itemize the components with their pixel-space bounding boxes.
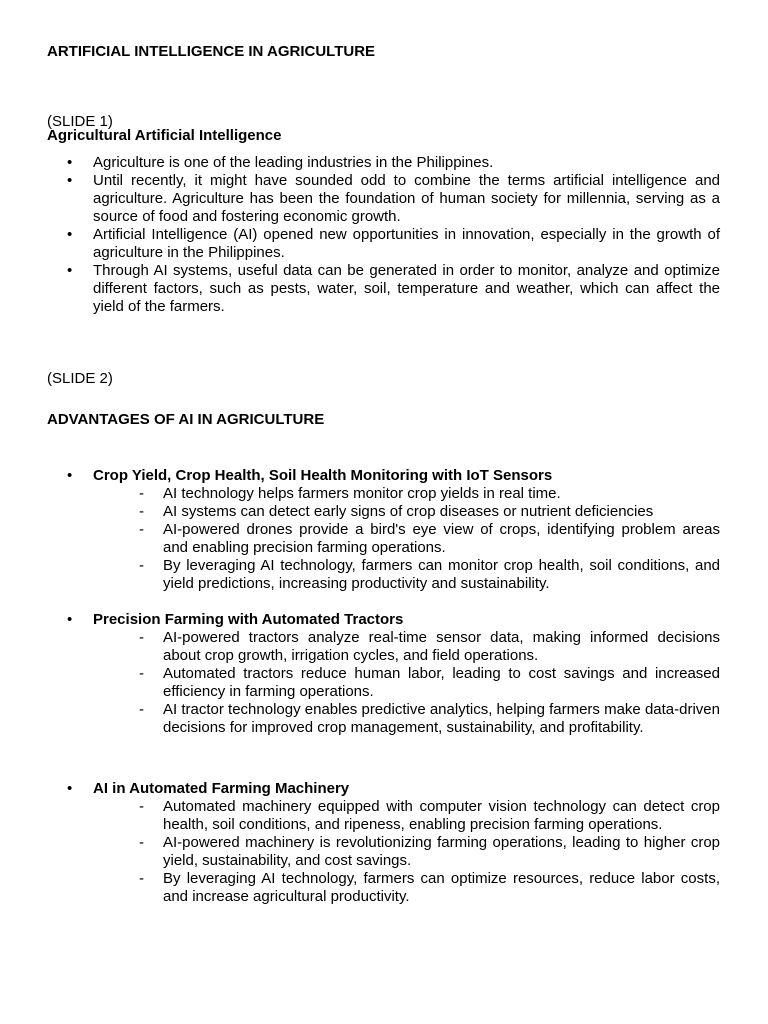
dash-icon: - — [139, 834, 144, 851]
sub-list — [47, 798, 720, 906]
bullet-icon: • — [67, 226, 73, 243]
list-item — [47, 262, 720, 316]
bullet-icon: • — [67, 611, 73, 628]
item-text: AI-powered machinery is revolutionizing farming operations, leading to higher crop yield, sustainability, and cost savings. — [163, 834, 720, 869]
document-title: ARTIFICIAL INTELLIGENCE IN AGRICULTURE — [47, 43, 376, 60]
dash-icon: - — [139, 798, 144, 815]
list-item — [47, 701, 720, 737]
item-text: AI systems can detect early signs of crop diseases or nutrient deficiencies — [163, 503, 654, 520]
section-title: Precision Farming with Automated Tractors — [93, 611, 404, 628]
bullet-text: Agriculture is one of the leading industries in the Philippines. — [93, 154, 494, 171]
dash-icon: - — [139, 701, 144, 718]
slide-2-heading: ADVANTAGES OF AI IN AGRICULTURE — [47, 411, 325, 428]
section-title: Crop Yield, Crop Health, Soil Health Monitoring with IoT Sensors — [93, 467, 553, 484]
section-title: AI in Automated Farming Machinery — [93, 780, 350, 797]
bullet-icon: • — [67, 172, 73, 189]
list-item — [47, 172, 720, 226]
list-item — [47, 870, 720, 906]
dash-icon: - — [139, 485, 144, 502]
list-item — [47, 226, 720, 262]
slide-1-bullet-list — [47, 154, 720, 316]
bullet-icon: • — [67, 780, 73, 797]
bullet-icon: • — [67, 262, 73, 279]
dash-icon: - — [139, 521, 144, 538]
dash-icon: - — [139, 557, 144, 574]
dash-icon: - — [139, 629, 144, 646]
item-text: AI technology helps farmers monitor crop yields in real time. — [163, 485, 561, 502]
list-item — [47, 629, 720, 665]
advantage-section-farming-machinery — [47, 780, 720, 906]
item-text: AI-powered tractors analyze real-time sensor data, making informed decisions about crop growth, irrigation cycles, and field operations. — [163, 629, 720, 664]
item-text: Automated machinery equipped with computer vision technology can detect crop health, soil conditions, and ripeness, enabling precision farming operations. — [163, 798, 720, 833]
item-text: AI-powered drones provide a bird's eye view of crops, identifying problem areas and enabling precision farming operations. — [163, 521, 720, 556]
list-item — [47, 521, 720, 557]
section-title-item — [47, 611, 720, 629]
item-text: Automated tractors reduce human labor, leading to cost savings and increased efficiency in farming operations. — [163, 665, 720, 700]
section-title-item — [47, 467, 720, 485]
dash-icon: - — [139, 665, 144, 682]
dash-icon: - — [139, 870, 144, 887]
item-text: AI tractor technology enables predictive analytics, helping farmers make data-driven decisions for improved crop management, sustainability, and profitability. — [163, 701, 720, 736]
slide-2-label: (SLIDE 2) — [47, 370, 113, 387]
dash-icon: - — [139, 503, 144, 520]
list-item — [47, 557, 720, 593]
sub-list — [47, 485, 720, 593]
bullet-text: Until recently, it might have sounded odd to combine the terms artificial intelligence and agriculture. Agriculture has been the foundation of human society for millennia, serving as a source of food and fostering economic growth. — [93, 172, 720, 225]
bullet-icon: • — [67, 154, 73, 171]
slide-1-label: (SLIDE 1) — [47, 113, 113, 130]
bullet-icon: • — [67, 467, 73, 484]
list-item — [47, 154, 720, 172]
list-item — [47, 665, 720, 701]
item-text: By leveraging AI technology, farmers can monitor crop health, soil conditions, and yield predictions, increasing productivity and sustainability. — [163, 557, 720, 592]
list-item — [47, 798, 720, 834]
item-text: By leveraging AI technology, farmers can optimize resources, reduce labor costs, and increase agricultural productivity. — [163, 870, 720, 905]
list-item — [47, 503, 720, 521]
list-item — [47, 834, 720, 870]
bullet-text: Through AI systems, useful data can be generated in order to monitor, analyze and optimize different factors, such as pests, water, soil, temperature and weather, which can affect the yield of the farmers. — [93, 262, 720, 315]
section-title-item — [47, 780, 720, 798]
list-item — [47, 485, 720, 503]
advantage-section-crop-monitoring — [47, 467, 720, 593]
slide-1-heading: Agricultural Artificial Intelligence — [47, 127, 282, 144]
sub-list — [47, 629, 720, 737]
advantage-section-automated-tractors — [47, 611, 720, 737]
bullet-text: Artificial Intelligence (AI) opened new opportunities in innovation, especially in the growth of agriculture in the Philippines. — [93, 226, 720, 261]
